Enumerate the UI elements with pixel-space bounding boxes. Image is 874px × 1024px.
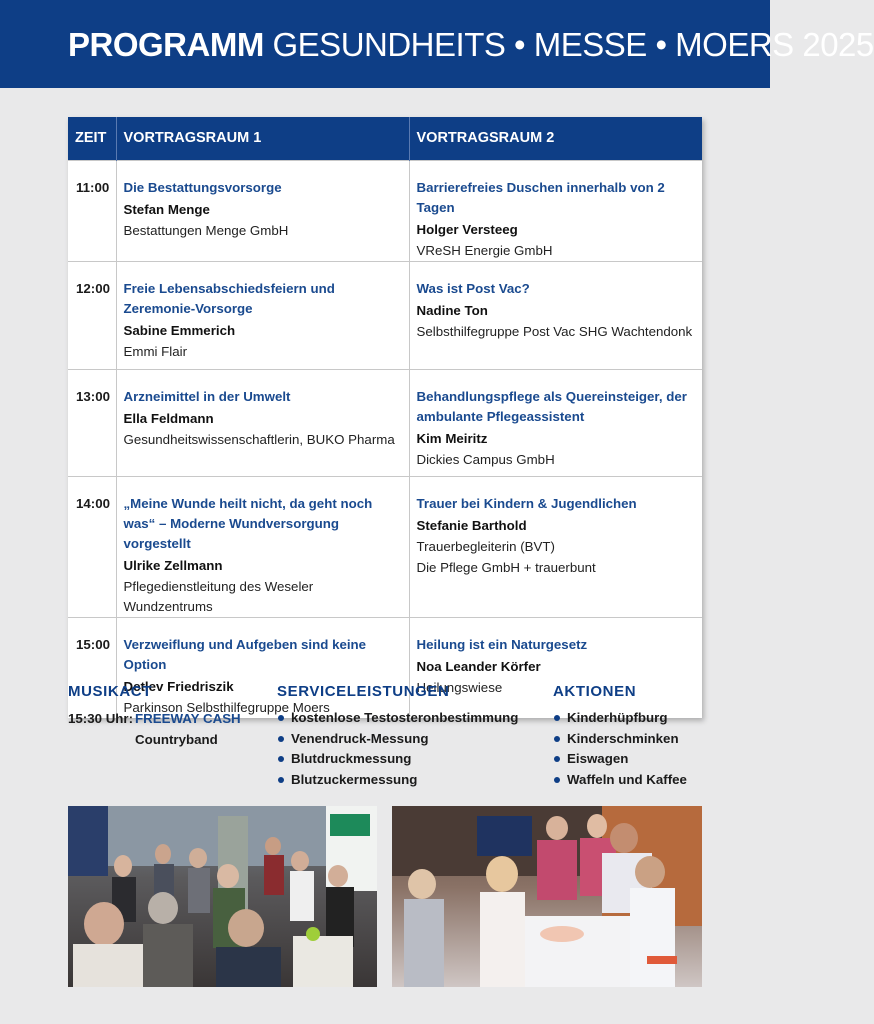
talk-title: Freie Lebensabschiedsfeiern und Zeremonie-Vorsorge	[123, 280, 335, 316]
speaker-name: Stefan Menge	[123, 201, 210, 217]
speaker-org: Pflegedienstleitung des Weseler Wundzentrums	[123, 578, 314, 614]
session-time: 12:00	[68, 261, 116, 369]
session-time: 13:00	[68, 369, 116, 476]
talk-title: Was ist Post Vac?	[416, 280, 530, 296]
service-section	[277, 683, 537, 790]
list-item	[277, 770, 537, 791]
service-item-label: Blutdruckmessung	[291, 751, 412, 766]
page-title-rest: GESUNDHEITS • MESSE • MOERS 2025	[272, 26, 874, 63]
speaker-org: Parkinson Selbsthilfegruppe Moers	[123, 699, 330, 715]
session-room1	[116, 369, 409, 476]
speaker-org: Heilungswiese	[416, 679, 503, 695]
speaker-name: Ella Feldmann	[123, 410, 214, 426]
column-header-time: ZEIT	[68, 117, 116, 160]
talk-title: Trauer bei Kindern & Jugendlichen	[416, 495, 637, 511]
column-header-room2: VORTRAGSRAUM 2	[409, 117, 702, 160]
speaker-name: Sabine Emmerich	[123, 322, 236, 338]
bullet-icon	[554, 777, 560, 783]
list-item	[553, 749, 713, 770]
service-item-label: kostenlose Testosteronbestimmung	[291, 710, 519, 725]
table-header-row	[68, 117, 702, 160]
speaker-name: Kim Meiritz	[416, 430, 488, 446]
session-time: 14:00	[68, 476, 116, 617]
speaker-org: Gesundheitswissenschaftlerin, BUKO Pharma	[123, 431, 395, 447]
page-header	[0, 0, 874, 88]
session-time: 11:00	[68, 160, 116, 261]
table-row	[68, 160, 702, 261]
session-room2	[409, 476, 702, 617]
bullet-icon	[554, 715, 560, 721]
service-list	[277, 708, 537, 790]
talk-title: Verzweiflung und Aufgeben sind keine Option	[123, 636, 367, 672]
musikact-time: 15:30 Uhr:	[68, 711, 134, 726]
children-workshop-photo	[392, 806, 702, 987]
service-item-label: Venendruck-Messung	[291, 730, 429, 746]
column-header-room1: VORTRAGSRAUM 1	[116, 117, 409, 160]
aktionen-item-label: Waffeln und Kaffee	[567, 771, 687, 787]
list-item	[277, 749, 537, 770]
service-heading: SERVICELEISTUNGEN	[277, 683, 450, 700]
musikact-section	[68, 683, 258, 750]
session-room2	[409, 160, 702, 261]
talk-title: Barrierefreies Duschen innerhalb von 2 Tagen	[416, 179, 665, 215]
aktionen-item-label: Eiswagen	[567, 751, 629, 766]
aktionen-item-label: Kinderschminken	[567, 730, 679, 746]
musikact-band-name: FREEWAY CASH	[135, 711, 241, 726]
aktionen-item-label: Kinderhüpfburg	[567, 710, 668, 725]
bullet-icon	[554, 736, 560, 742]
speaker-name: Holger Versteeg	[416, 221, 518, 237]
speaker-org: Trauerbegleiterin (BVT)	[416, 538, 555, 554]
bullet-icon	[278, 756, 284, 762]
musikact-genre: Countryband	[135, 732, 218, 747]
speaker-org: Emmi Flair	[123, 343, 188, 359]
talk-title: Behandlungspflege als Quereinsteiger, der ambulante Pflegeassistent	[416, 388, 687, 424]
session-room1	[116, 160, 409, 261]
bullet-icon	[278, 736, 284, 742]
session-room2	[409, 369, 702, 476]
page-title-bold: PROGRAMM	[68, 26, 264, 63]
session-room1	[116, 261, 409, 369]
crowd-photo	[68, 806, 377, 987]
bullet-icon	[278, 777, 284, 783]
table-row	[68, 369, 702, 476]
talk-title: Heilung ist ein Naturgesetz	[416, 636, 588, 652]
speaker-org: Selbsthilfegruppe Post Vac SHG Wachtendonk	[416, 323, 693, 339]
speaker-org: Bestattungen Menge GmbH	[123, 222, 289, 238]
table-row	[68, 476, 702, 617]
service-item-label: Blutzuckermessung	[291, 771, 418, 787]
speaker-name: Detlev Friedriszik	[123, 678, 234, 694]
list-item	[553, 708, 713, 729]
list-item	[553, 770, 713, 791]
musikact-entry	[68, 708, 258, 729]
speaker-name: Nadine Ton	[416, 302, 488, 318]
program-table	[68, 117, 702, 718]
aktionen-heading: AKTIONEN	[553, 683, 637, 700]
session-room2	[409, 261, 702, 369]
bullet-icon	[278, 715, 284, 721]
talk-title: Die Bestattungsvorsorge	[123, 179, 282, 195]
aktionen-section	[553, 683, 713, 790]
speaker-name: Ulrike Zellmann	[123, 557, 223, 573]
bullet-icon	[554, 756, 560, 762]
talk-title: Arzneimittel in der Umwelt	[123, 388, 291, 404]
list-item	[553, 729, 713, 750]
list-item	[277, 708, 537, 729]
speaker-name: Noa Leander Körfer	[416, 658, 541, 674]
speaker-org: VReSH Energie GmbH	[416, 242, 553, 258]
speaker-org: Dickies Campus GmbH	[416, 451, 555, 467]
session-room1	[116, 476, 409, 617]
list-item	[277, 729, 537, 750]
speaker-org-secondary: Die Pflege GmbH + trauerbunt	[416, 559, 596, 575]
table-row	[68, 261, 702, 369]
session-time: 15:00	[68, 617, 116, 718]
musikact-heading: MUSIKACT	[68, 683, 152, 700]
talk-title: „Meine Wunde heilt nicht, da geht noch was“ – Moderne Wundversorgung vorgestellt	[123, 495, 373, 551]
speaker-name: Stefanie Barthold	[416, 517, 527, 533]
aktionen-list	[553, 708, 713, 790]
page-title	[68, 26, 874, 64]
